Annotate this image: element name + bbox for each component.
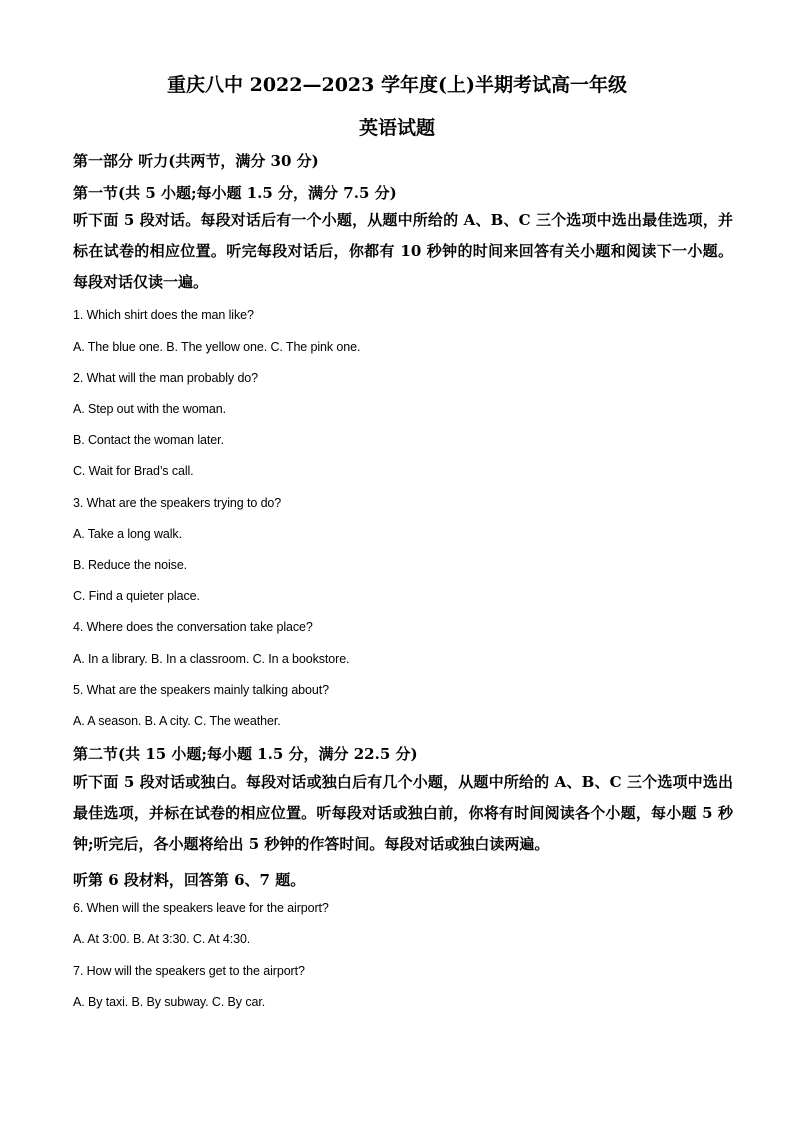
question-2-option-a: A. Step out with the woman. bbox=[73, 402, 226, 416]
question-6: 6. When will the speakers leave for the airport? bbox=[73, 901, 329, 915]
question-3-option-a: A. Take a long walk. bbox=[73, 527, 182, 541]
question-7: 7. How will the speakers get to the airport? bbox=[73, 964, 305, 978]
section1-heading: 第一节(共 5 小题;每小题 1.5 分，满分 7.5 分) bbox=[73, 184, 397, 202]
question-4-options: A. In a library. B. In a classroom. C. In a bookstore. bbox=[73, 652, 350, 666]
question-6-options: A. At 3:00. B. At 3:30. C. At 4:30. bbox=[73, 932, 251, 946]
question-1: 1. Which shirt does the man like? bbox=[73, 308, 254, 322]
exam-title: 重庆八中 2022—2023 学年度(上)半期考试高一年级 bbox=[167, 74, 627, 96]
question-3: 3. What are the speakers trying to do? bbox=[73, 496, 282, 510]
question-1-options: A. The blue one. B. The yellow one. C. The pink one. bbox=[73, 340, 361, 354]
question-3-option-b: B. Reduce the noise. bbox=[73, 558, 188, 572]
question-4: 4. Where does the conversation take place? bbox=[73, 620, 313, 634]
section2-heading: 第二节(共 15 小题;每小题 1.5 分，满分 22.5 分) bbox=[73, 745, 418, 763]
question-3-option-c: C. Find a quieter place. bbox=[73, 589, 200, 603]
exam-subtitle: 英语试题 bbox=[358, 117, 435, 139]
question-5: 5. What are the speakers mainly talking about? bbox=[73, 683, 329, 697]
section2-instructions: 听下面 5 段对话或独白。每段对话或独白后有几个小题，从题中所给的 A、B、C 三个选项中选出最佳选项，并标在试卷的相应位置。听每段对话或独白前，你将有时间阅读各个小题，每小题 5 秒钟;听完后，各小题将给出 5 秒钟的作答时间。每段对话或独白读两遍。 bbox=[73, 773, 733, 853]
question-2-option-c: C. Wait for Brad’s call. bbox=[73, 464, 194, 478]
question-2: 2. What will the man probably do? bbox=[73, 371, 258, 385]
part1-heading: 第一部分 听力(共两节，满分 30 分) bbox=[73, 152, 319, 170]
question-7-options: A. By taxi. B. By subway. C. By car. bbox=[73, 995, 266, 1009]
question-5-options: A. A season. B. A city. C. The weather. bbox=[73, 714, 281, 728]
section1-instructions: 听下面 5 段对话。每段对话后有一个小题，从题中所给的 A、B、C 三个选项中选出最佳选项，并标在试卷的相应位置。听完每段对话后，你都有 10 秒钟的时间来回答有关小题和阅读下一小题。每段对话仅读一遍。 bbox=[73, 211, 733, 291]
question-2-option-b: B. Contact the woman later. bbox=[73, 433, 224, 447]
material-6-heading: 听第 6 段材料，回答第 6、7 题。 bbox=[73, 871, 306, 889]
